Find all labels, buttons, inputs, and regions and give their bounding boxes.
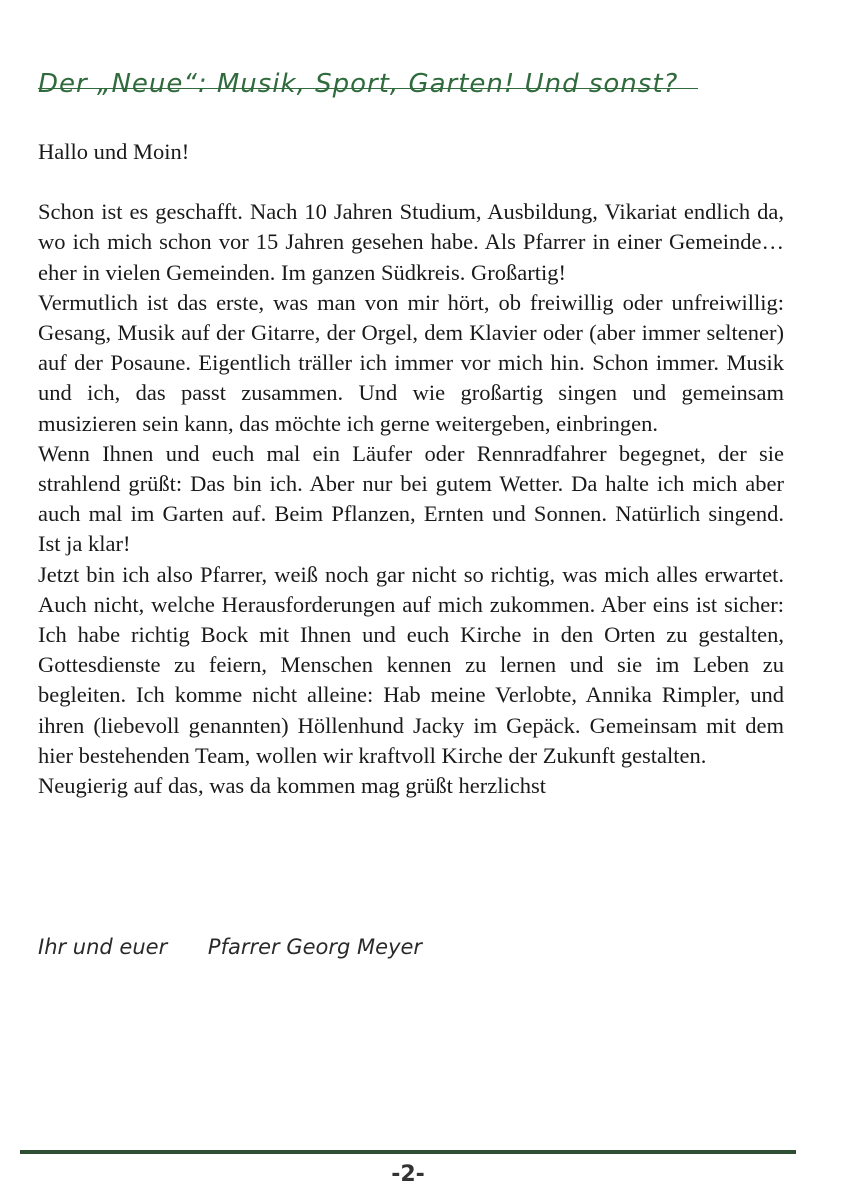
title-underline <box>38 88 698 89</box>
closing-line: Neugierig auf das, was da kommen mag grüßt herzlichst <box>38 773 546 799</box>
article-title: Der „Neue“: Musik, Sport, Garten! Und sonst? <box>38 69 679 100</box>
signature-name: Pfarrer Georg Meyer <box>207 935 423 959</box>
paragraph: Wenn Ihnen und euch mal ein Läufer oder Rennradfahrer begegnet, der sie strahlend grüßt: Das bin ich. Aber nur bei gutem Wetter. Da halte ich mich aber auch mal im Garten auf. Beim Pflanzen, Ernten und Sonnen. Natürlich singend. Ist ja klar! <box>38 440 784 557</box>
paragraph: Vermutlich ist das erste, was man von mir hört, ob freiwillig oder unfreiwillig: Gesang, Musik auf der Gitarre, der Orgel, dem Klavier oder (aber immer seltener) auf der Posaune. Eigentlich träller ich immer vor mich hin. Schon immer. Musik und ich, das passt zusammen. Und wie großartig singen und gemeinsam musizieren sein kann, das möchte ich gerne weitergeben, einbringen. <box>38 289 784 436</box>
signature <box>38 935 538 959</box>
greeting: Hallo und Moin! <box>38 139 190 164</box>
paragraph: Jetzt bin ich also Pfarrer, weiß noch gar nicht so richtig, was mich alles erwartet. Auch nicht, welche Herausforderungen auf mich zukommen. Aber eins ist sicher: Ich habe richtig Bock mit Ihnen und euch Kirche in den Orten zu gestalten, Gottesdienste zu feiern, Menschen kennen zu lernen und sie im Leben zu begleiten. Ich komme nicht alleine: Hab meine Verlobte, Annika Rimpler, und ihren (liebevoll genannten) Höllenhund Jacky im Gepäck. Gemeinsam mit dem hier bestehenden Team, wollen wir kraftvoll Kirche der Zukunft gestalten. <box>38 561 784 768</box>
page-number: -2- <box>391 1162 425 1187</box>
article-body <box>38 137 784 801</box>
paragraph: Schon ist es geschafft. Nach 10 Jahren Studium, Ausbildung, Vikariat endlich da, wo ich mich schon vor 15 Jahren gesehen habe. Als Pfarrer in einer Gemeinde…eher in vielen Gemeinden. Im ganzen Südkreis. Großartig! <box>38 199 784 285</box>
signature-closing: Ihr und euer <box>38 935 168 959</box>
footer-divider <box>20 1150 796 1154</box>
